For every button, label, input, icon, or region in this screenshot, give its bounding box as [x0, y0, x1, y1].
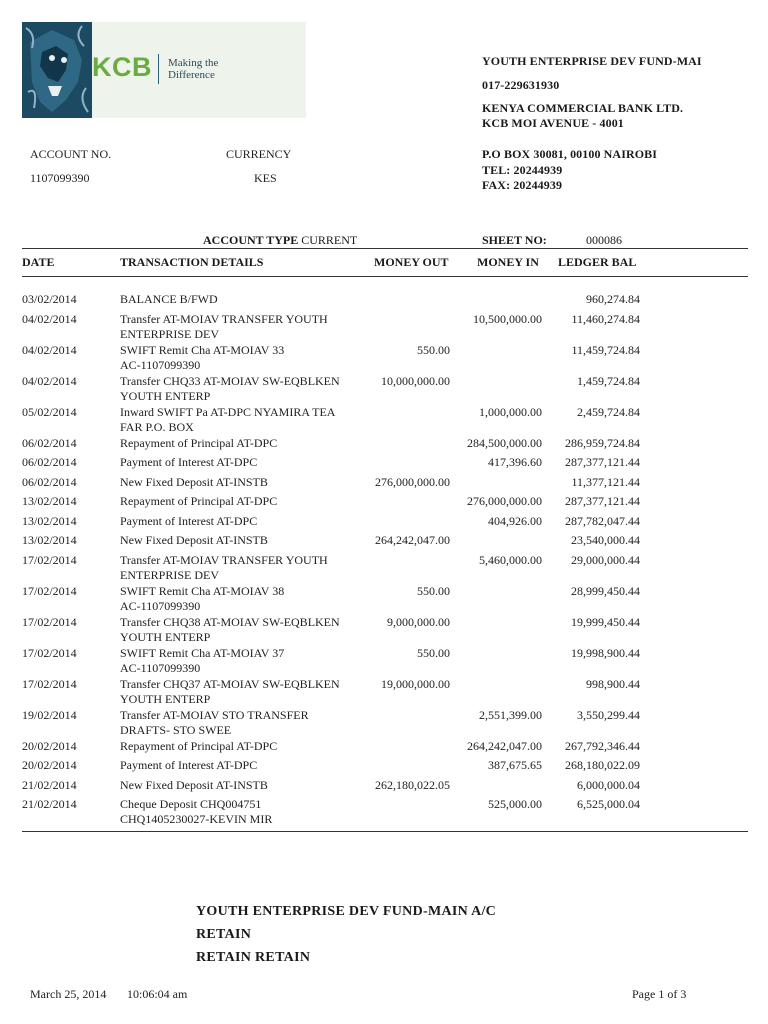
account-footer-block	[196, 900, 496, 969]
row-details-line: New Fixed Deposit AT-INSTB	[120, 533, 268, 547]
row-details-line: ENTERPRISE DEV	[120, 567, 219, 582]
row-details	[120, 739, 370, 754]
row-details-line: Transfer AT-MOIAV STO TRANSFER	[120, 707, 309, 722]
row-money-out: 264,242,047.00	[375, 533, 450, 547]
row-details-line: AC-1107099390	[120, 660, 201, 675]
row-money-out: 550.00	[417, 583, 450, 598]
branch-name: KCB MOI AVENUE - 4001	[482, 116, 624, 130]
currency-label: CURRENCY	[226, 147, 292, 161]
row-ledger-bal: 998,900.44	[586, 676, 640, 691]
row-money-out: 10,000,000.00	[381, 373, 450, 388]
row-details	[120, 758, 370, 773]
row-ledger-bal: 19,998,900.44	[571, 645, 640, 660]
tel-number: TEL: 20244939	[482, 163, 563, 177]
row-money-in: 10,500,000.00	[473, 311, 542, 326]
row-details-line: ENTERPRISE DEV	[120, 326, 219, 341]
header-bottom-rule	[22, 276, 748, 277]
col-header-ledger-bal: LEDGER BAL	[558, 255, 637, 269]
sheet-no-value: 000086	[586, 233, 622, 247]
row-details	[120, 708, 370, 738]
row-money-in: 5,460,000.00	[479, 552, 542, 567]
row-ledger-bal: 287,377,121.44	[565, 455, 640, 469]
row-details	[120, 292, 370, 307]
account-no-value: 1107099390	[30, 171, 90, 185]
row-details-line: Transfer CHQ37 AT-MOIAV SW-EQBLKEN	[120, 676, 340, 691]
row-details-line: FAR P.O. BOX	[120, 419, 194, 434]
row-date: 17/02/2014	[22, 583, 77, 598]
row-details-line: Inward SWIFT Pa AT-DPC NYAMIRA TEA	[120, 404, 336, 419]
row-details	[120, 677, 370, 707]
row-date: 21/02/2014	[22, 777, 77, 792]
row-ledger-bal: 287,377,121.44	[565, 494, 640, 508]
logo-brand: KCB	[92, 52, 152, 82]
row-date: 17/02/2014	[22, 552, 77, 567]
row-ledger-bal: 3,550,299.44	[577, 707, 640, 722]
row-ledger-bal: 1,459,724.84	[577, 373, 640, 388]
col-header-money-in: MONEY IN	[477, 255, 539, 269]
row-date: 13/02/2014	[22, 513, 77, 528]
row-details-line: New Fixed Deposit AT-INSTB	[120, 474, 268, 489]
row-details	[120, 584, 370, 614]
row-money-in: 264,242,047.00	[467, 738, 542, 753]
row-date: 04/02/2014	[22, 342, 77, 357]
po-box: P.O BOX 30081, 00100 NAIROBI	[482, 147, 658, 161]
row-date: 21/02/2014	[22, 797, 77, 811]
row-details	[120, 797, 370, 827]
row-details-line: AC-1107099390	[120, 598, 201, 613]
row-details	[120, 436, 370, 451]
row-date: 20/02/2014	[22, 758, 77, 772]
lion-logo-icon	[22, 22, 92, 118]
row-details	[120, 455, 370, 470]
row-money-in: 387,675.65	[488, 758, 542, 772]
footer-retain: RETAIN	[196, 927, 252, 942]
row-details	[120, 374, 370, 404]
row-ledger-bal: 11,377,121.44	[571, 474, 640, 489]
row-details-line: New Fixed Deposit AT-INSTB	[120, 777, 268, 792]
row-details-line: SWIFT Remit Cha AT-MOIAV 33	[120, 342, 285, 357]
row-money-in: 276,000,000.00	[467, 494, 542, 508]
row-date: 04/02/2014	[22, 311, 77, 326]
row-details-line: Payment of Interest AT-DPC	[120, 455, 258, 469]
footer-retain-retain: RETAIN RETAIN	[196, 950, 311, 965]
col-header-money-out: MONEY OUT	[374, 255, 449, 269]
row-details	[120, 615, 370, 645]
row-details-line: Transfer CHQ33 AT-MOIAV SW-EQBLKEN	[120, 373, 340, 388]
bank-name: KENYA COMMERCIAL BANK LTD.	[482, 101, 684, 115]
row-details-line: CHQ1405230027-KEVIN MIR	[120, 812, 273, 826]
account-name: YOUTH ENTERPRISE DEV FUND-MAI	[482, 54, 702, 68]
row-details	[120, 553, 370, 583]
row-ledger-bal: 28,999,450.44	[571, 583, 640, 598]
account-type-label: ACCOUNT TYPE	[203, 233, 299, 247]
row-money-out: 550.00	[417, 645, 450, 660]
row-ledger-bal: 286,959,724.84	[565, 435, 640, 450]
row-date: 13/02/2014	[22, 533, 77, 547]
row-money-out: 262,180,022.05	[375, 777, 450, 792]
row-date: 04/02/2014	[22, 373, 77, 388]
row-money-in: 525,000.00	[488, 797, 542, 811]
row-ledger-bal: 287,782,047.44	[565, 513, 640, 528]
row-ledger-bal: 11,460,274.84	[571, 311, 640, 326]
row-ledger-bal: 11,459,724.84	[571, 342, 640, 357]
row-details-line: YOUTH ENTERP	[120, 388, 211, 403]
col-header-details: TRANSACTION DETAILS	[120, 255, 264, 269]
row-details-line: Transfer AT-MOIAV TRANSFER YOUTH	[120, 552, 328, 567]
row-ledger-bal: 267,792,346.44	[565, 738, 640, 753]
row-money-out: 9,000,000.00	[387, 614, 450, 629]
fax-number: FAX: 20244939	[482, 178, 563, 192]
row-details-line: Payment of Interest AT-DPC	[120, 758, 258, 772]
phone-line: 017-229631930	[482, 78, 560, 92]
row-ledger-bal: 960,274.84	[586, 292, 640, 306]
row-details	[120, 514, 370, 529]
row-ledger-bal: 268,180,022.09	[565, 758, 640, 772]
row-money-out: 550.00	[417, 342, 450, 357]
row-details-line: DRAFTS- STO SWEE	[120, 722, 232, 737]
row-ledger-bal: 6,000,000.04	[577, 777, 640, 792]
row-date: 06/02/2014	[22, 435, 77, 450]
row-ledger-bal: 29,000,000.44	[571, 552, 640, 567]
row-date: 20/02/2014	[22, 738, 77, 753]
row-money-out: 276,000,000.00	[375, 474, 450, 489]
row-details	[120, 312, 370, 342]
row-details-line: Cheque Deposit CHQ004751	[120, 797, 262, 811]
row-money-in: 404,926.00	[488, 513, 542, 528]
row-details-line: BALANCE B/FWD	[120, 292, 218, 306]
account-type	[203, 233, 357, 248]
row-date: 03/02/2014	[22, 292, 77, 306]
row-date: 13/02/2014	[22, 494, 77, 508]
logo-tagline	[168, 57, 218, 81]
row-details	[120, 778, 370, 793]
row-details-line: YOUTH ENTERP	[120, 691, 211, 706]
col-header-date: DATE	[22, 255, 55, 269]
account-type-value: CURRENT	[301, 233, 358, 247]
row-details-line: Payment of Interest AT-DPC	[120, 513, 258, 528]
print-time: 10:06:04 am	[127, 987, 188, 1001]
row-details	[120, 533, 370, 548]
row-details-line: SWIFT Remit Cha AT-MOIAV 37	[120, 645, 285, 660]
row-date: 06/02/2014	[22, 474, 77, 489]
footer-account-title: YOUTH ENTERPRISE DEV FUND-MAIN A/C	[196, 904, 497, 919]
logo-tagline-line2: Difference	[168, 69, 215, 81]
account-no-label: ACCOUNT NO.	[30, 147, 112, 161]
row-details	[120, 646, 370, 676]
row-money-out: 19,000,000.00	[381, 676, 450, 691]
row-details-line: Repayment of Principal AT-DPC	[120, 435, 278, 450]
row-details-line: Transfer AT-MOIAV TRANSFER YOUTH	[120, 311, 328, 326]
logo-tagline-line1: Making the	[168, 57, 219, 69]
row-details-line: Transfer CHQ38 AT-MOIAV SW-EQBLKEN	[120, 614, 340, 629]
row-date: 05/02/2014	[22, 404, 77, 419]
row-details-line: Repayment of Principal AT-DPC	[120, 738, 278, 753]
row-details-line: SWIFT Remit Cha AT-MOIAV 38	[120, 583, 285, 598]
row-money-in: 2,551,399.00	[479, 707, 542, 722]
row-money-in: 1,000,000.00	[479, 404, 542, 419]
row-details	[120, 405, 370, 435]
row-details-line: Repayment of Principal AT-DPC	[120, 494, 278, 508]
row-date: 17/02/2014	[22, 645, 77, 660]
row-details	[120, 494, 370, 509]
sheet-no-label: SHEET NO:	[482, 233, 547, 247]
row-details	[120, 475, 370, 490]
row-money-in: 417,396.60	[488, 455, 542, 469]
row-date: 17/02/2014	[22, 676, 77, 691]
row-money-in: 284,500,000.00	[467, 435, 542, 450]
row-ledger-bal: 2,459,724.84	[577, 404, 640, 419]
row-details	[120, 343, 370, 373]
logo-divider	[158, 54, 159, 84]
table-top-rule	[22, 248, 748, 249]
row-ledger-bal: 23,540,000.44	[571, 533, 640, 547]
currency-value: KES	[254, 171, 277, 185]
row-date: 19/02/2014	[22, 707, 77, 722]
row-details-line: AC-1107099390	[120, 357, 201, 372]
row-ledger-bal: 6,525,000.04	[577, 797, 640, 811]
page-number: Page 1 of 3	[632, 987, 687, 1001]
print-date: March 25, 2014	[30, 987, 107, 1001]
row-ledger-bal: 19,999,450.44	[571, 614, 640, 629]
table-bottom-rule	[22, 831, 748, 832]
row-date: 17/02/2014	[22, 614, 77, 629]
row-date: 06/02/2014	[22, 455, 77, 469]
row-details-line: YOUTH ENTERP	[120, 629, 211, 644]
